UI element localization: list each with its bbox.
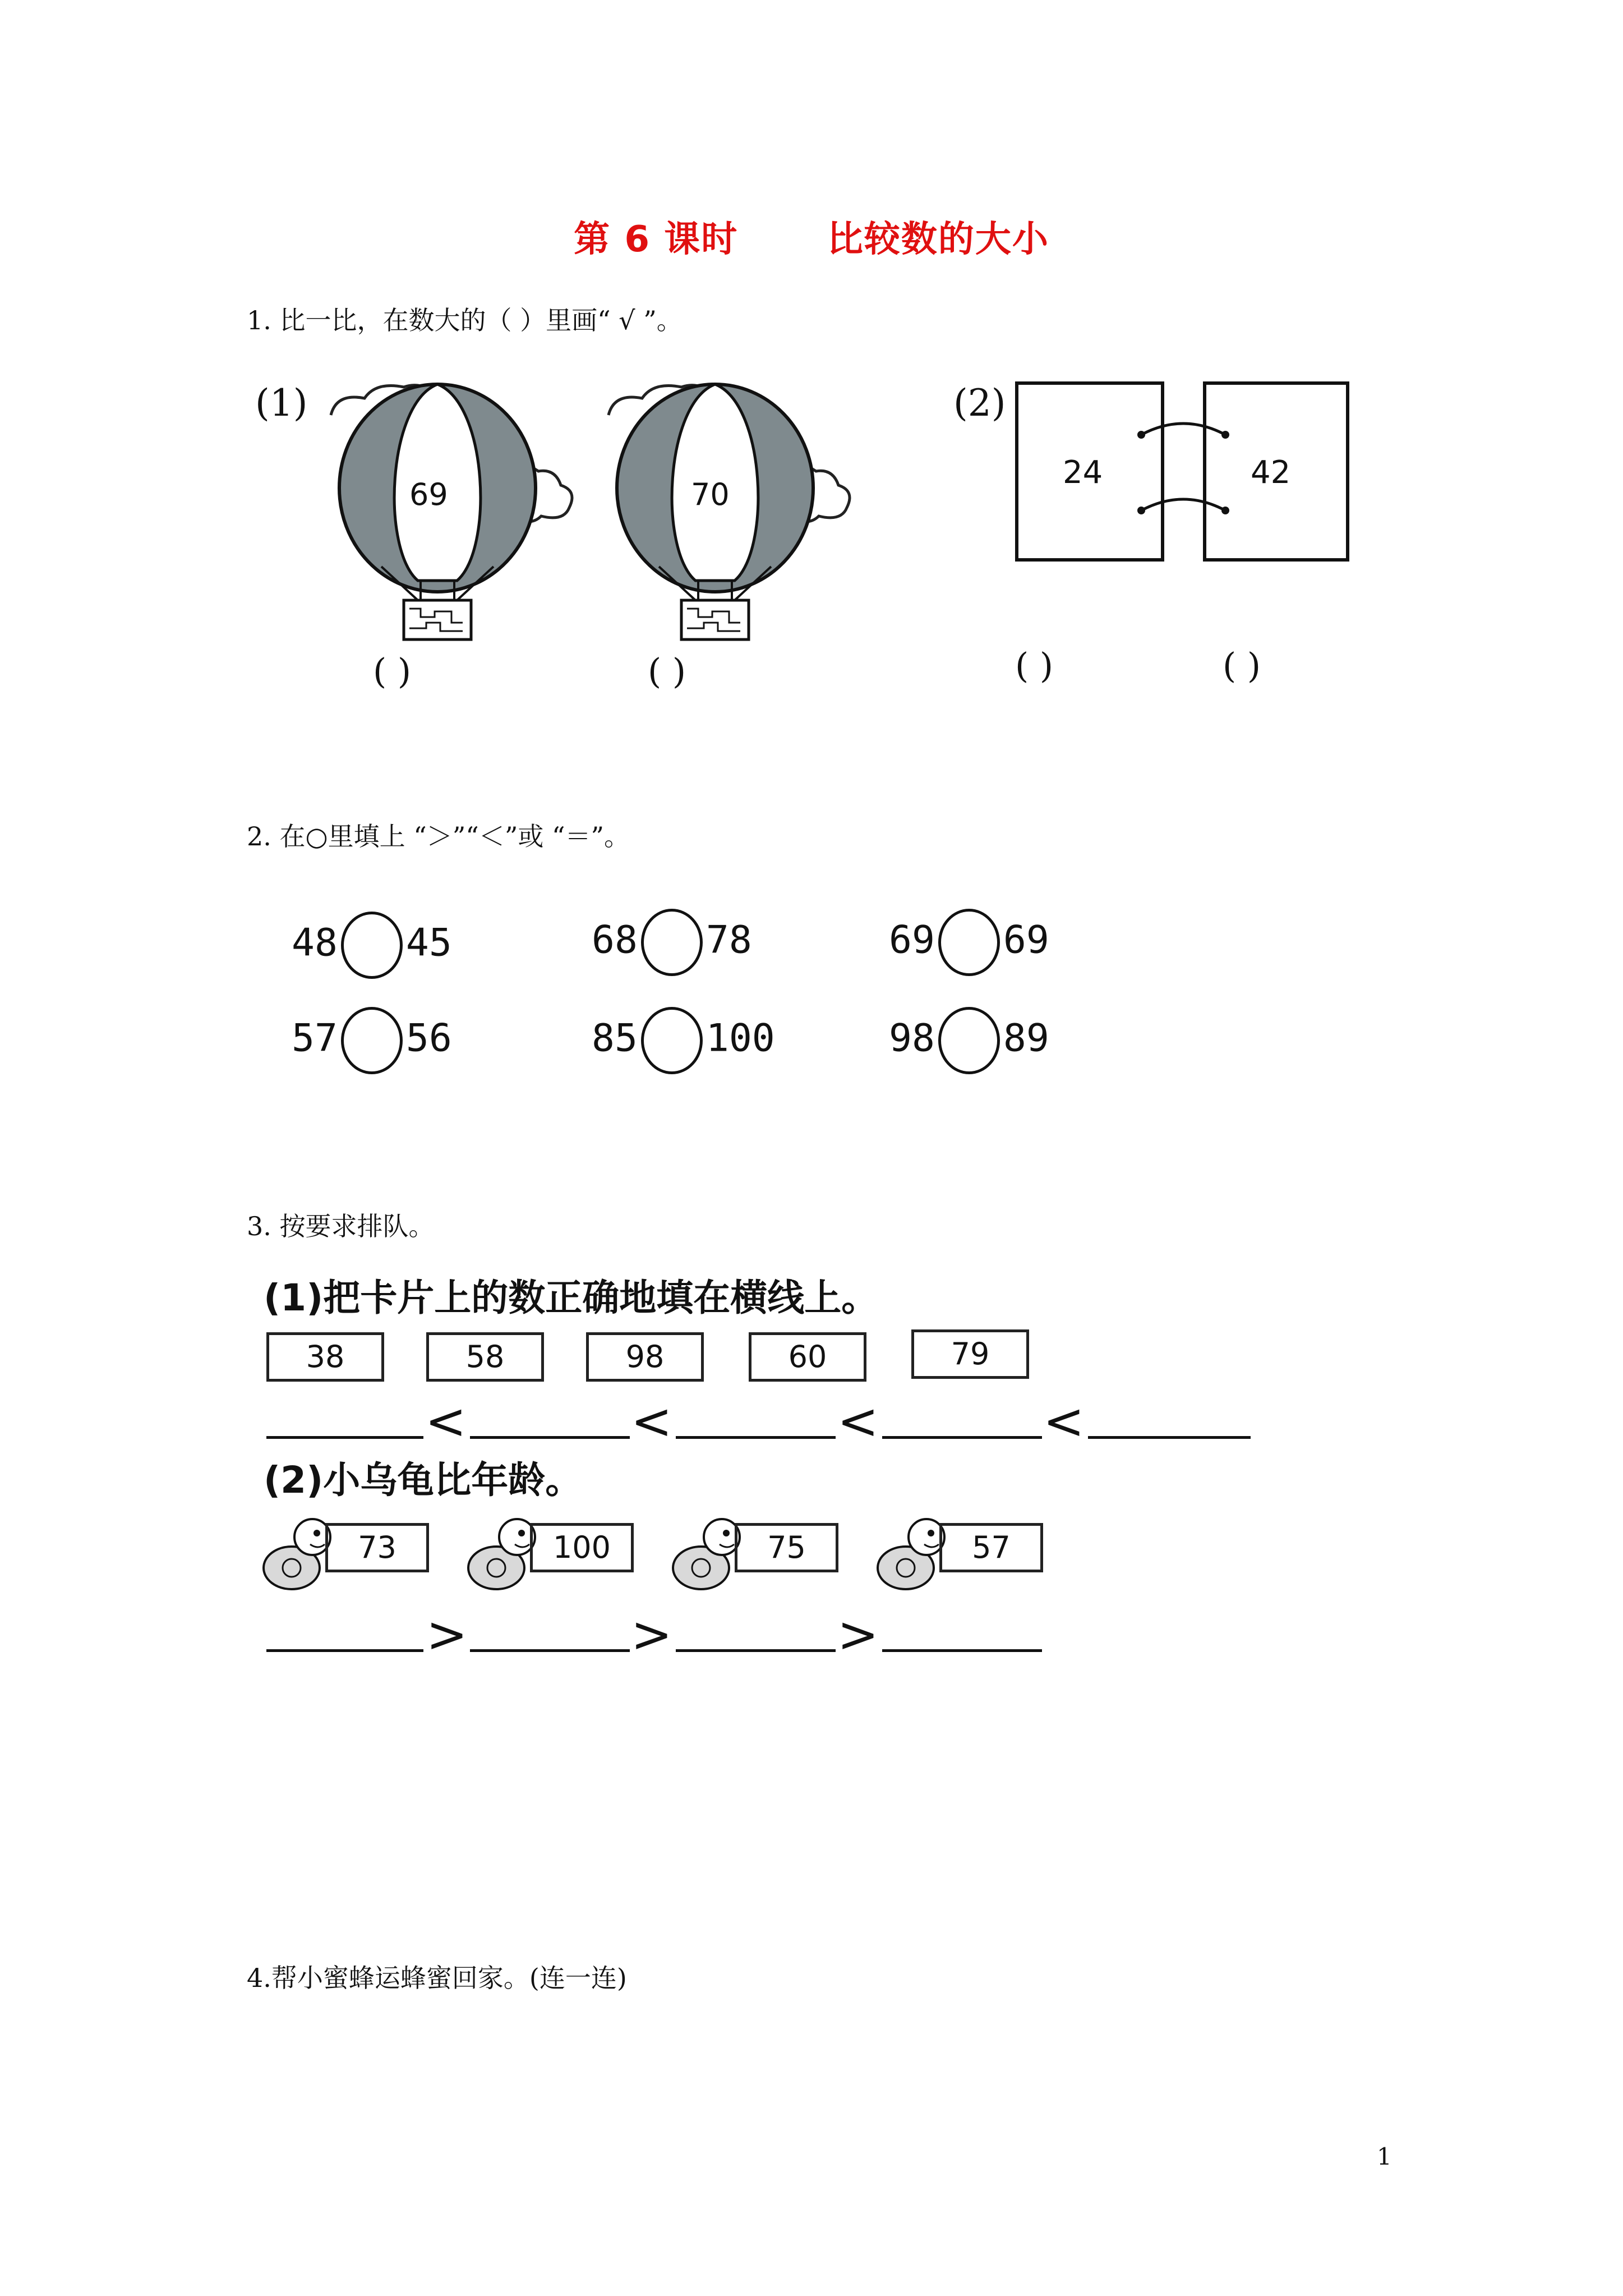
compare-circle-blank[interactable] [341,912,403,979]
turtle-age-card: 73 [325,1523,429,1572]
compare-circle-blank[interactable] [341,1007,403,1074]
compare-circle-blank[interactable] [938,1007,1000,1074]
compare-left: 68 [592,918,638,963]
answer-blank[interactable] [676,1649,836,1652]
answer-paren-page-42[interactable]: ( ) [1223,645,1261,686]
hot-air-balloon-69 [320,381,589,645]
compare-item [889,1007,1049,1074]
question-2-prompt: 2. 在○里填上 “＞”“＜”或 “＝”。 [247,821,630,852]
balloon-number: 69 [409,477,448,512]
compare-left: 98 [889,1016,935,1061]
answer-blank[interactable] [882,1436,1042,1439]
compare-left: 85 [592,1016,638,1061]
compare-item [592,1007,775,1074]
question-3-prompt: 3. 按要求排队。 [247,1211,435,1241]
page-title [0,210,1623,262]
compare-right: 56 [405,1016,452,1061]
compare-right: 69 [1003,918,1049,963]
less-than-sign: < [837,1392,879,1450]
compare-circle-blank[interactable] [641,909,703,976]
number-card: 98 [586,1332,704,1382]
compare-left: 69 [889,918,935,963]
answer-paren-page-24[interactable]: ( ) [1015,645,1054,686]
compare-item [889,909,1049,976]
compare-item [592,909,752,976]
q1-part2-label: (2) [953,381,1006,425]
q3-subquestion-2: (2)小乌龟比年龄。 [264,1458,583,1502]
number-card: 60 [749,1332,866,1382]
answer-paren-balloon-69[interactable]: ( ) [373,651,412,692]
compare-item [292,912,452,979]
answer-blank[interactable] [1088,1436,1251,1439]
balloon-number: 70 [691,477,730,512]
answer-blank[interactable] [266,1649,423,1652]
compare-right: 45 [405,921,452,965]
number-card: 58 [426,1332,544,1382]
answer-blank[interactable] [882,1649,1042,1652]
compare-circle-blank[interactable] [938,909,1000,976]
turtle-age-card: 57 [939,1523,1043,1572]
greater-than-sign: > [837,1605,879,1663]
compare-right: 89 [1003,1016,1049,1061]
hot-air-balloon-70 [597,381,866,645]
number-card: 38 [266,1332,384,1382]
compare-right: 100 [706,1016,775,1061]
less-than-sign: < [1043,1392,1085,1450]
greater-than-sign: > [426,1605,468,1663]
answer-blank[interactable] [470,1649,630,1652]
question-4-prompt: 4.帮小蜜蜂运蜂蜜回家。(连一连) [247,1963,627,1993]
less-than-sign: < [425,1392,467,1450]
q3-subquestion-1: (1)把卡片上的数正确地填在横线上。 [264,1276,879,1319]
answer-blank[interactable] [470,1436,630,1439]
greater-than-sign: > [631,1605,672,1663]
compare-left: 57 [292,1016,338,1061]
less-than-sign: < [631,1392,672,1450]
answer-blank[interactable] [676,1436,836,1439]
compare-circle-blank[interactable] [641,1007,703,1074]
answer-paren-balloon-70[interactable]: ( ) [648,651,686,692]
number-card: 79 [911,1329,1029,1379]
compare-right: 78 [706,918,752,963]
turtle-age-card: 100 [530,1523,634,1572]
question-1-prompt: 1. 比一比，在数大的（ ）里画“ √ ”。 [247,305,683,335]
compare-item [292,1007,452,1074]
q1-part1-label: (1) [255,381,308,425]
book-right-page-number: 42 [1251,454,1291,491]
answer-blank[interactable] [266,1436,423,1439]
lesson-label: 第 6 课时 [574,219,739,260]
book-left-page-number: 24 [1063,454,1103,491]
turtle-age-card: 75 [735,1523,838,1572]
page-number: 1 [1377,2143,1392,2170]
compare-left: 48 [292,921,338,965]
lesson-topic: 比较数的大小 [827,219,1049,260]
